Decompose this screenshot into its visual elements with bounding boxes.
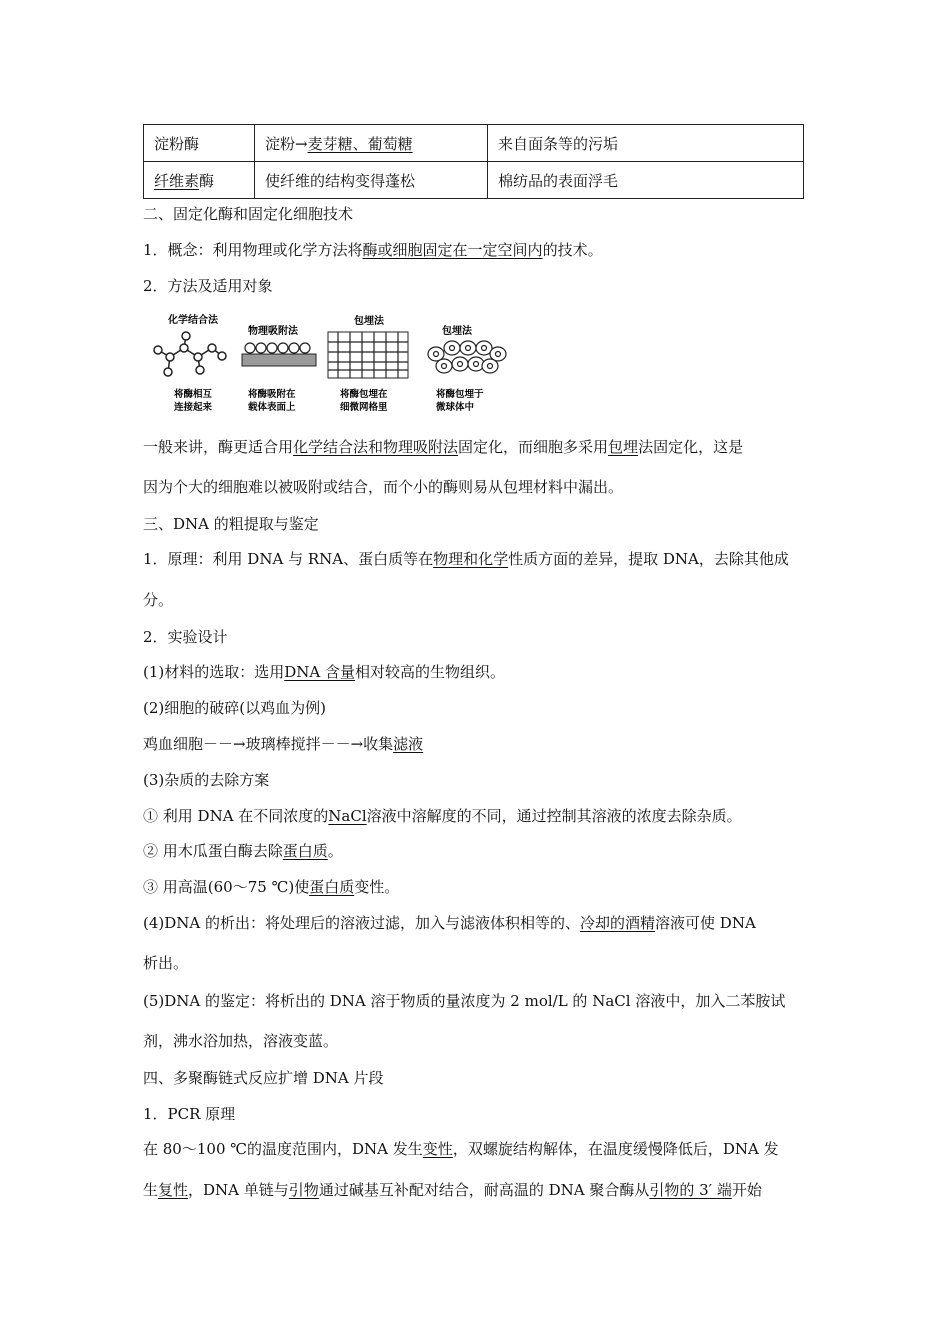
paragraph: 1．概念：利用物理或化学方法将酶或细胞固定在一定空间内的技术。 [143, 241, 603, 259]
table-row [144, 125, 804, 162]
paragraph: (3)杂质的去除方案 [143, 771, 270, 789]
paragraph: (4)DNA 的析出：将处理后的溶液过滤，加入与滤液体积相等的、冷却的酒精溶液可使 DNA [143, 914, 756, 932]
svg-text:将酶包埋在: 将酶包埋在 [340, 389, 388, 400]
paragraph: 1．原理：利用 DNA 与 RNA、蛋白质等在物理和化学性质方面的差异，提取 DNA，去除其他成 [143, 550, 789, 568]
paragraph: 因为个大的细胞难以被吸附或结合，而个小的酶则易从包埋材料中漏出。 [143, 478, 624, 496]
section-heading: 三、DNA 的粗提取与鉴定 [143, 515, 319, 533]
paragraph: 析出。 [143, 954, 189, 972]
paragraph: 鸡血细胞－－→玻璃棒搅拌－－→收集滤液 [143, 735, 424, 753]
table-cell: 淀粉酶 [144, 125, 255, 162]
svg-text:包埋法: 包埋法 [442, 326, 472, 337]
svg-text:将酶包埋于: 将酶包埋于 [436, 389, 484, 400]
svg-text:载体表面上: 载体表面上 [248, 402, 296, 413]
paragraph: 2．方法及适用对象 [143, 277, 273, 295]
svg-text:化学结合法: 化学结合法 [168, 315, 218, 326]
enzyme-table [143, 124, 804, 199]
paragraph: 一般来讲，酶更适合用化学结合法和物理吸附法固定化，而细胞多采用包埋法固定化，这是 [143, 438, 744, 456]
paragraph: 剂，沸水浴加热，溶液变蓝。 [143, 1032, 339, 1050]
paragraph: 分。 [143, 591, 174, 609]
svg-text:将酶相互: 将酶相互 [174, 389, 213, 400]
svg-text:连接起来: 连接起来 [174, 402, 213, 413]
immobilization-methods-figure [140, 312, 520, 420]
paragraph: ① 利用 DNA 在不同浓度的NaCl溶液中溶解度的不同，通过控制其溶液的浓度去除杂质。 [143, 807, 742, 825]
table-cell: 使纤维的结构变得蓬松 [255, 162, 488, 199]
svg-text:细微网格里: 细微网格里 [340, 402, 388, 413]
table-row [144, 162, 804, 199]
paragraph: 2．实验设计 [143, 628, 228, 646]
grid-entrapment-diagram [328, 314, 408, 413]
paragraph: ② 用木瓜蛋白酶去除蛋白质。 [143, 842, 343, 860]
table-cell: 棉纺品的表面浮毛 [488, 162, 804, 199]
paragraph: 1．PCR 原理 [143, 1105, 236, 1123]
paragraph: (5)DNA 的鉴定：将析出的 DNA 溶于物质的量浓度为 2 mol/L 的 NaCl 溶液中，加入二苯胺试 [143, 992, 786, 1010]
section-heading: 二、固定化酶和固定化细胞技术 [143, 205, 354, 223]
paragraph: (2)细胞的破碎(以鸡血为例) [143, 699, 326, 717]
svg-text:将酶吸附在: 将酶吸附在 [248, 389, 296, 400]
table-cell: 纤维素酶 [144, 162, 255, 199]
paragraph: 生复性，DNA 单链与引物通过碱基互补配对结合，耐高温的 DNA 聚合酶从引物的 3′ 端开始 [143, 1181, 762, 1199]
table-cell: 来自面条等的污垢 [488, 125, 804, 162]
paragraph: ③ 用高温(60～75 ℃)使蛋白质变性。 [143, 878, 400, 896]
section-heading: 四、多聚酶链式反应扩增 DNA 片段 [143, 1069, 384, 1087]
physical-adsorption-diagram [242, 324, 316, 413]
paragraph: 在 80～100 ℃的温度范围内，DNA 发生变性，双螺旋结构解体，在温度缓慢降低后，DNA 发 [143, 1140, 779, 1158]
chemical-bonding-diagram [154, 313, 226, 413]
paragraph: (1)材料的选取：选用DNA 含量相对较高的生物组织。 [143, 663, 506, 681]
table-cell: 淀粉→麦芽糖、葡萄糖 [255, 125, 488, 162]
microsphere-entrapment-diagram [428, 324, 506, 413]
svg-text:包埋法: 包埋法 [354, 316, 384, 327]
svg-text:物理吸附法: 物理吸附法 [248, 326, 298, 337]
svg-text:微球体中: 微球体中 [436, 402, 475, 413]
